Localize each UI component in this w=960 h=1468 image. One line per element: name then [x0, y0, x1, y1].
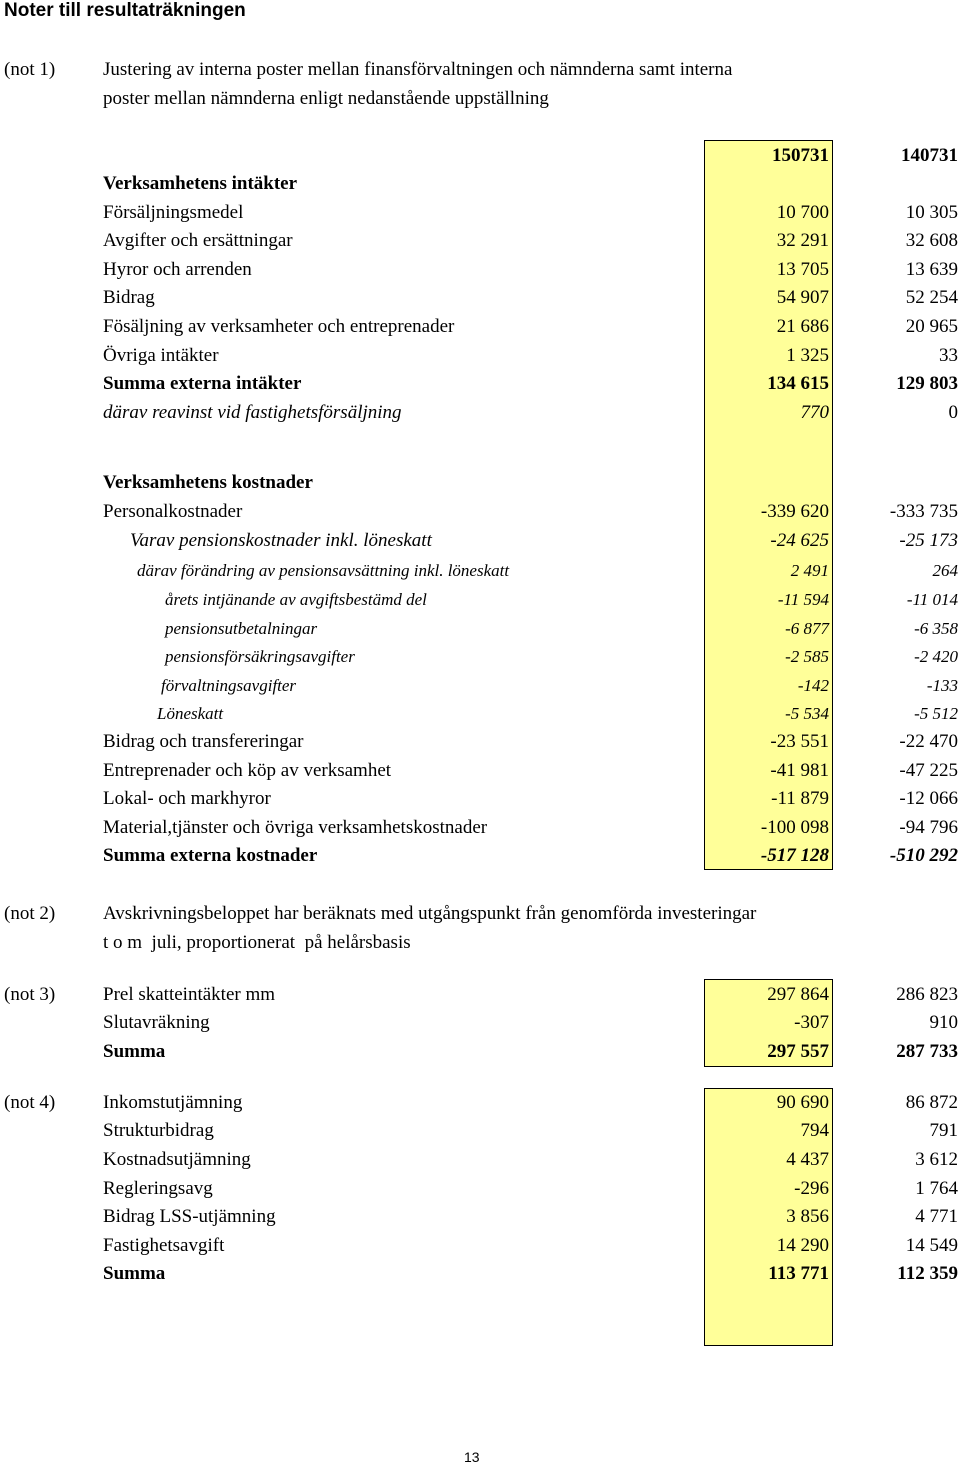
note4-row-v2: 14 549 — [905, 1235, 958, 1256]
income-row-label: Bidrag — [103, 287, 155, 308]
cost-row-label: Bidrag och transfereringar — [103, 731, 304, 752]
pension-sub-v2: 264 — [932, 561, 958, 580]
income-row-label: Övriga intäkter — [103, 345, 219, 366]
income-row-v2: 32 608 — [905, 230, 958, 251]
pension-sub-v1: -142 — [797, 676, 829, 695]
cost-row-v1: -100 098 — [760, 817, 829, 838]
cost-total-v2: -510 292 — [889, 845, 958, 866]
pension-sub-v2: -2 420 — [914, 647, 958, 666]
note3-row-v1: 297 864 — [767, 984, 829, 1005]
note4-row-v1: 14 290 — [776, 1235, 829, 1256]
income-row-v2: 33 — [939, 345, 958, 366]
cost-total-label: Summa externa kostnader — [103, 845, 318, 866]
pension-sub-v1: -5 534 — [785, 704, 829, 723]
income-row-v1: 1 325 — [786, 345, 829, 366]
note4-row-v1: 90 690 — [776, 1092, 829, 1113]
note4-row-label: Inkomstutjämning — [103, 1092, 243, 1113]
personal-v2: -333 735 — [889, 501, 958, 522]
note4-row-v2: 4 771 — [915, 1206, 958, 1227]
pension-sub-label: därav förändring av pensionsavsättning inkl. löneskatt — [137, 561, 510, 580]
income-row-v2: 10 305 — [905, 202, 958, 223]
note4-row-label: Regleringsavg — [103, 1178, 213, 1199]
cost-row-v2: -12 066 — [899, 788, 958, 809]
note4-row-label: Fastighetsavgift — [103, 1235, 225, 1256]
note4-row-v2: 791 — [929, 1120, 958, 1141]
personal-v1: -339 620 — [760, 501, 829, 522]
cost-row-label: Material,tjänster och övriga verksamhetskostnader — [103, 817, 488, 838]
pension-sub-v1: 2 491 — [790, 561, 829, 580]
income-row-label: Fösäljning av verksamheter och entreprenader — [103, 316, 455, 337]
note4-row-label: Strukturbidrag — [103, 1120, 214, 1141]
note4-row-v2: 1 764 — [915, 1178, 958, 1199]
note4-row-v1: -296 — [794, 1178, 829, 1199]
note1-text-line2: poster mellan nämnderna enligt nedanstående uppställning — [103, 88, 549, 109]
pension-sub-label: pensionsförsäkringsavgifter — [165, 647, 355, 666]
income-header: Verksamhetens intäkter — [103, 173, 298, 194]
pension-sub-v1: -6 877 — [785, 619, 829, 638]
pension-sub-v2: -5 512 — [914, 704, 958, 723]
income-total-label: Summa externa intäkter — [103, 373, 302, 394]
income-row-v1: 13 705 — [776, 259, 829, 280]
pension-v1: -24 625 — [770, 530, 829, 551]
income-row-v1: 21 686 — [776, 316, 829, 337]
col2-header: 140731 — [901, 145, 958, 166]
income-row-v1: 54 907 — [776, 287, 829, 308]
page-number: 13 — [464, 1449, 480, 1465]
cost-row-v2: -22 470 — [899, 731, 958, 752]
note4-total-v1: 113 771 — [768, 1263, 829, 1284]
cost-row-v1: -23 551 — [770, 731, 829, 752]
note3-row-v2: 286 823 — [896, 984, 958, 1005]
income-total-v2: 129 803 — [896, 373, 958, 394]
pension-v2: -25 173 — [899, 530, 958, 551]
note3-row-label: Prel skatteintäkter mm — [103, 984, 276, 1005]
note3-row-v1: -307 — [794, 1012, 829, 1033]
pension-sub-v2: -133 — [926, 676, 958, 695]
note3-marker: (not 3) — [4, 984, 56, 1005]
col1-header: 150731 — [772, 145, 829, 166]
note1-marker: (not 1) — [4, 59, 56, 80]
pension-sub-label: årets intjänande av avgiftsbestämd del — [165, 590, 427, 609]
income-row-v1: 32 291 — [776, 230, 829, 251]
note2-marker: (not 2) — [4, 903, 56, 924]
income-row-label: Hyror och arrenden — [103, 259, 252, 280]
income-row-label: Avgifter och ersättningar — [103, 230, 293, 251]
note2-text-line1: Avskrivningsbeloppet har beräknats med utgångspunkt från genomförda investeringar — [103, 903, 757, 924]
pension-sub-v1: -2 585 — [785, 647, 829, 666]
cost-header: Verksamhetens kostnader — [103, 472, 313, 493]
income-sub-v2: 0 — [948, 402, 958, 423]
note3-total-v2: 287 733 — [896, 1041, 958, 1062]
pension-sub-v2: -11 014 — [906, 590, 958, 609]
income-row-label: Försäljningsmedel — [103, 202, 244, 223]
note4-row-v2: 3 612 — [915, 1149, 958, 1170]
note1-text-line1: Justering av interna poster mellan finansförvaltningen och nämnderna samt interna — [103, 59, 733, 80]
note3-total-v1: 297 557 — [767, 1041, 829, 1062]
note2-text-line2: t o m juli, proportionerat på helårsbasis — [103, 932, 411, 953]
income-row-v2: 52 254 — [905, 287, 958, 308]
cost-row-v2: -47 225 — [899, 760, 958, 781]
page-title: Noter till resultaträkningen — [4, 0, 246, 21]
note4-row-v1: 794 — [800, 1120, 829, 1141]
pension-sub-v2: -6 358 — [914, 619, 958, 638]
note4-row-v1: 4 437 — [786, 1149, 829, 1170]
income-total-v1: 134 615 — [767, 373, 829, 394]
cost-row-v2: -94 796 — [899, 817, 958, 838]
pension-label: Varav pensionskostnader inkl. löneskatt — [130, 530, 432, 551]
note3-total-label: Summa — [103, 1041, 166, 1062]
income-row-v1: 10 700 — [776, 202, 829, 223]
note3-row-v2: 910 — [929, 1012, 958, 1033]
note4-row-v2: 86 872 — [905, 1092, 958, 1113]
note4-total-v2: 112 359 — [897, 1263, 958, 1284]
cost-row-label: Lokal- och markhyror — [103, 788, 271, 809]
personal-label: Personalkostnader — [103, 501, 243, 522]
note4-row-v1: 3 856 — [786, 1206, 829, 1227]
pension-sub-label: förvaltningsavgifter — [161, 676, 297, 695]
note3-row-label: Slutavräkning — [103, 1012, 210, 1033]
pension-sub-label: Löneskatt — [157, 704, 224, 723]
note4-marker: (not 4) — [4, 1092, 56, 1113]
income-row-v2: 20 965 — [905, 316, 958, 337]
pension-sub-v1: -11 594 — [777, 590, 829, 609]
cost-row-v1: -11 879 — [771, 788, 829, 809]
cost-row-v1: -41 981 — [770, 760, 829, 781]
cost-row-label: Entreprenader och köp av verksamhet — [103, 760, 392, 781]
note4-total-label: Summa — [103, 1263, 166, 1284]
income-row-v2: 13 639 — [905, 259, 958, 280]
pension-sub-label: pensionsutbetalningar — [165, 619, 318, 638]
cost-total-v1: -517 128 — [760, 845, 829, 866]
note4-row-label: Kostnadsutjämning — [103, 1149, 251, 1170]
note4-row-label: Bidrag LSS-utjämning — [103, 1206, 276, 1227]
income-sub-label: därav reavinst vid fastighetsförsäljning — [103, 402, 402, 423]
income-sub-v1: 770 — [800, 402, 829, 423]
